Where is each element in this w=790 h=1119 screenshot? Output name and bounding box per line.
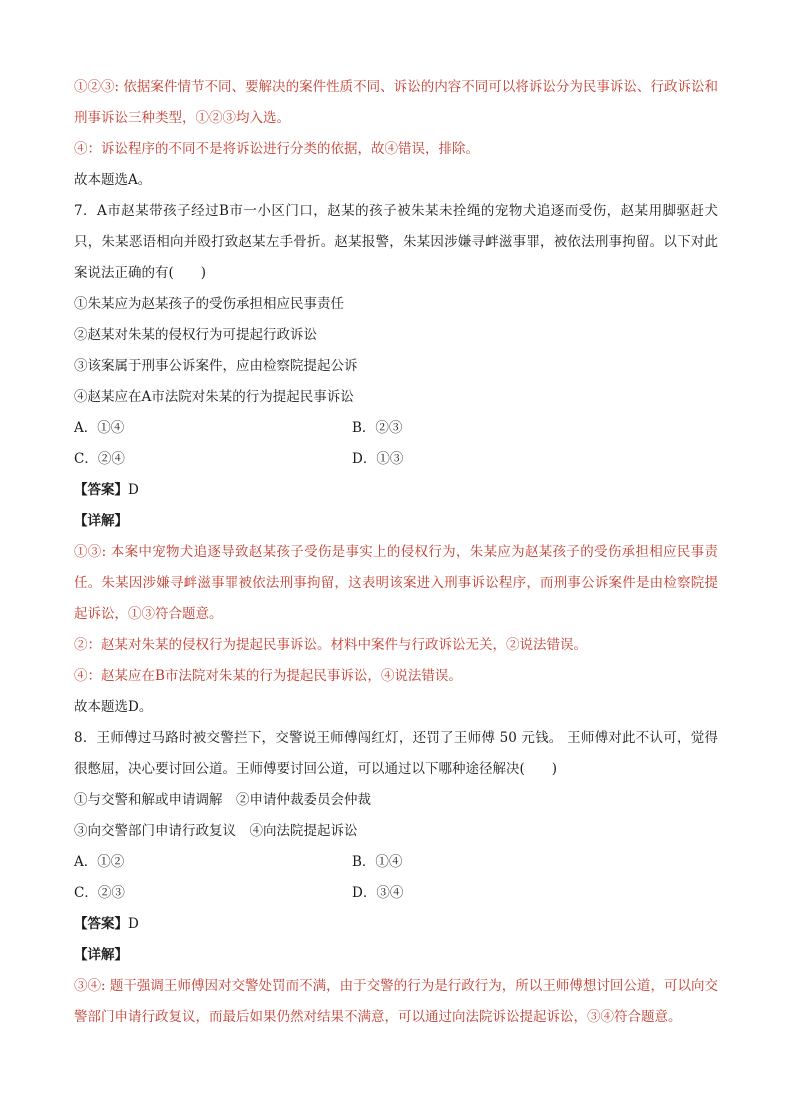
- q8-answer-value: D: [128, 916, 139, 932]
- q7-option-c: C．②④: [74, 451, 125, 467]
- document-page: [74, 72, 718, 1033]
- q8-option-c: C．②③: [74, 885, 125, 901]
- q7-detail-label: 【详解】: [74, 513, 128, 529]
- q8-detail-1: ③④: 题干强调王师傅因对交警处罚而不满，由于交警的行为是行政行为，所以王师傅想讨回公道，可以向交警部门申请行政复议，而最后如果仍然对结果不满意，可以通过向法院诉讼提起诉讼，③④符合题意。: [74, 978, 718, 1025]
- q8-items-row-1: ①与交警和解或申请调解 ②申请仲裁委员会仲裁: [74, 792, 371, 808]
- q6-explanation-2: ④：诉讼程序的不同不是将诉讼进行分类的依据，故④错误，排除。: [74, 141, 479, 157]
- q7-item-3: ③该案属于刑事公诉案件，应由检察院提起公诉: [74, 358, 358, 374]
- q8-options-row-1: [74, 847, 718, 878]
- q6-explanation-1: ①②③: 依据案件情节不同、要解决的案件性质不同、诉讼的内容不同可以将诉讼分为民事诉讼、行政诉讼和刑事诉讼三种类型，①②③均入选。: [74, 79, 718, 126]
- q8-option-a: A．①②: [74, 854, 125, 870]
- q8-answer: [74, 909, 718, 940]
- q8-answer-label: 【答案】: [74, 916, 128, 932]
- q7-item-1: ①朱某应为赵某孩子的受伤承担相应民事责任: [74, 296, 344, 312]
- q8-stem: 8．王师傅过马路时被交警拦下，交警说王师傅闯红灯，还罚了王师傅 50 元钱。 王师傅对此不认可，觉得很憋屈，决心要讨回公道。王师傅要讨回公道，可以通过以下哪种途径解决( ): [74, 730, 718, 777]
- q7-option-a: A．①④: [74, 420, 125, 436]
- q8-option-d: D．③④: [352, 885, 404, 901]
- q7-item-2: ②赵某对朱某的侵权行为可提起行政诉讼: [74, 327, 317, 343]
- q7-detail-2: ②：赵某对朱某的侵权行为提起民事诉讼。材料中案件与行政诉讼无关，②说法错误。: [74, 637, 587, 653]
- q6-conclusion: 故本题选A。: [74, 172, 152, 188]
- q7-detail-3: ④：赵某应在B市法院对朱某的行为提起民事诉讼，④说法错误。: [74, 668, 462, 684]
- q7-detail-1: ①③: 本案中宠物犬追逐导致赵某孩子受伤是事实上的侵权行为，朱某应为赵某孩子的受伤承担相应民事责任。朱某因涉嫌寻衅滋事罪被依法刑事拘留，这表明该案进入刑事诉讼程序，而刑事公诉案件是由检察院提起诉讼，①③符合题意。: [74, 544, 718, 622]
- q7-answer-value: D: [128, 482, 139, 498]
- q8-options-row-2: [74, 878, 718, 909]
- q7-options-row-1: [74, 413, 718, 444]
- q7-option-b: B．②③: [352, 420, 403, 436]
- q7-item-4: ④赵某应在A市法院对朱某的行为提起民事诉讼: [74, 389, 354, 405]
- q7-options-row-2: [74, 444, 718, 475]
- q8-detail-label: 【详解】: [74, 947, 128, 963]
- q7-answer-label: 【答案】: [74, 482, 128, 498]
- q7-answer: [74, 475, 718, 506]
- q8-option-b: B．①④: [352, 854, 403, 870]
- q7-option-d: D．①③: [352, 451, 404, 467]
- q7-conclusion: 故本题选D。: [74, 699, 153, 715]
- q8-items-row-2: ③向交警部门申请行政复议 ④向法院提起诉讼: [74, 823, 358, 839]
- q7-stem: 7．A市赵某带孩子经过B市一小区门口，赵某的孩子被朱某未拴绳的宠物犬追逐而受伤，赵某用脚驱赶犬只，朱某恶语相向并殴打致赵某左手骨折。赵某报警，朱某因涉嫌寻衅滋事罪，被依法刑事拘留。以下对此案说法正确的有( ): [74, 203, 718, 281]
